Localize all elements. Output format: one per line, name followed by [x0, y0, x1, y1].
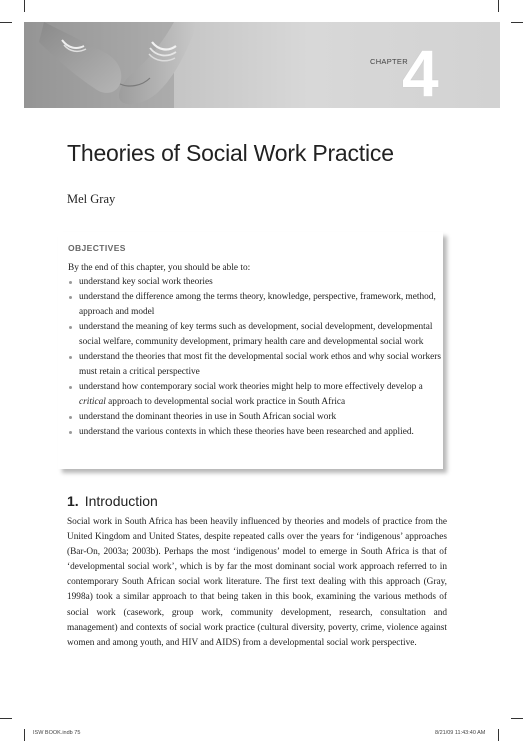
objective-item: understand the difference among the terms theory, knowledge, perspective, framework, method, approach and model — [68, 290, 443, 320]
author-name: Mel Gray — [67, 192, 116, 206]
objective-item: understand the various contexts in which these theories have been researched and applied. — [68, 425, 443, 440]
crop-mark — [24, 0, 25, 12]
crop-mark — [498, 729, 499, 741]
chapter-number: 4 — [402, 36, 439, 110]
section-heading — [67, 493, 158, 509]
objectives-intro: By the end of this chapter, you should be able to: — [68, 263, 251, 273]
crop-mark — [24, 729, 25, 741]
objective-text: approach to developmental social work practice in South Africa — [105, 397, 346, 407]
footer-file-slug: ISW BOOK.indb 75 — [33, 730, 81, 736]
chapter-title: Theories of Social Work Practice — [67, 140, 394, 166]
objective-item: understand the meaning of key terms such as development, social development, developmental social welfare, community development, primary health care and developmental social work — [68, 320, 443, 350]
section-title: Introduction — [84, 493, 158, 509]
crop-mark — [511, 718, 523, 719]
objectives-list — [68, 275, 443, 440]
body-paragraph: Social work in South Africa has been heavily influenced by theories and models of practice from the United Kingdom and United States, despite repeated calls over the years for ‘indigenous’ approaches (Bar-On, 2003a; 2003b). Perhaps the most ‘indigenous’ model to emerge in South Africa is that of ‘developmental social work’, which is by far the most dominant social work approach referred to in contemporary South African social work literature. The first text dealing with this approach (Gray, 1998a) took a similar approach to that being taken in this book, examining the various methods of social work (casework, group work, community development, research, consultation and management) and contexts of social work practice (cultural diversity, poverty, crime, violence against women and among youth, and HIV and AIDS) from a developmental social work perspective. — [67, 517, 447, 648]
objective-text: understand how contemporary social work theories might help to more effectively develop a — [79, 382, 423, 392]
objectives-heading: OBJECTIVES — [68, 243, 126, 253]
crop-mark — [498, 0, 499, 12]
objective-item: understand key social work theories — [68, 275, 443, 290]
footer-timestamp: 8/21/09 11:43:40 AM — [435, 730, 486, 736]
crop-mark — [0, 22, 12, 23]
chapter-label: CHAPTER — [370, 57, 408, 66]
objective-item — [68, 380, 443, 410]
crop-mark — [511, 22, 523, 23]
objective-emphasis: critical — [79, 397, 106, 407]
crop-mark — [0, 718, 12, 719]
objective-item: understand the theories that most fit the developmental social work ethos and why social workers must retain a critical perspective — [68, 350, 443, 380]
objective-item: understand the dominant theories in use in South African social work — [68, 410, 443, 425]
section-number: 1. — [67, 493, 79, 509]
